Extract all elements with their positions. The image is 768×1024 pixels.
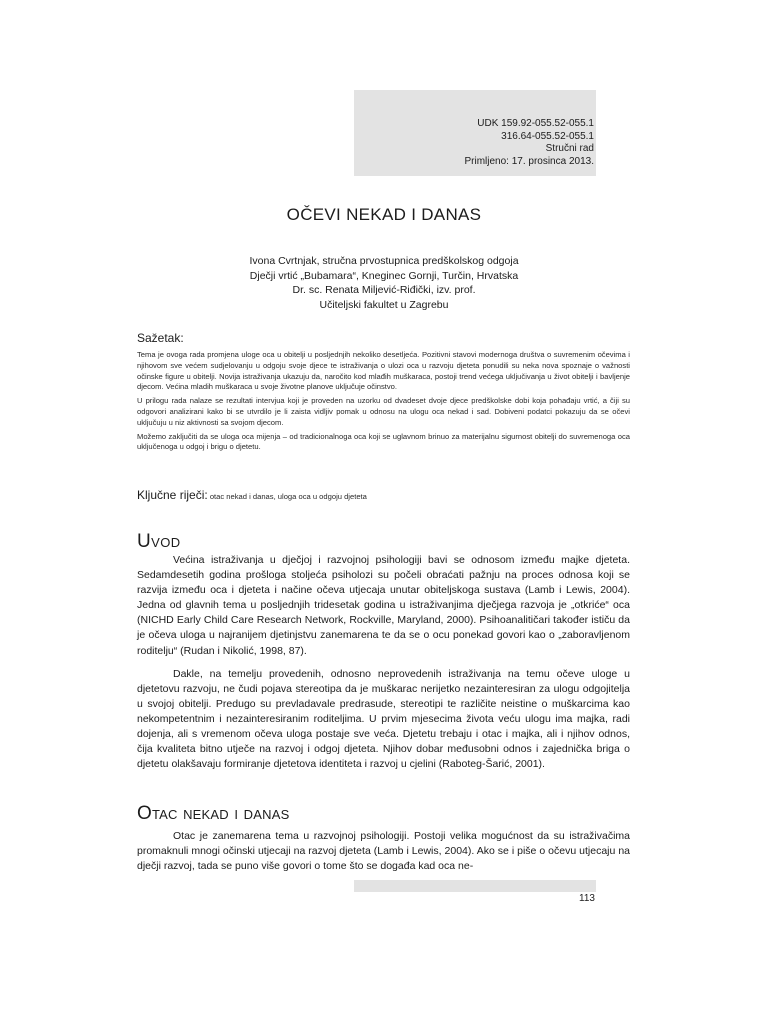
body-paragraph: Dakle, na temelju provedenih, odnosno neprovedenih istraživanja na temu očeve uloge u djetetovu razvoju, ne čudi pojava stereotipa da je muškarac nerijetko nezainteresiran za ulogu odgojitelja u svojoj obitelji. Predugo su prevladavale predrasude, stereotipi te različite neistine o muškarcima kao nekompetentnim i nezainteresiranim roditeljima. U prvim mjesecima života veću ulogu ima majka, radi dojenja, ali s vremenom očeva uloga postaje sve veća. Djetetu trebaju i otac i majka, ali i njihov odnos, čija kvaliteta bitno utječe na razvoj i odgoj djeteta. Njihov dobar međusobni odnos i zajednička briga o djetetu olakšavaju formiranje djetetova identiteta i razvoj u cjelini (Raboteg-Šarić, 2001). (137, 667, 630, 771)
abstract-paragraph: Tema je ovoga rada promjena uloge oca u obitelji u posljednjih nekoliko desetljeća. Pozitivni stavovi modernoga društva o suvremenim očevima i njihovom sve većem sudjelovanju u odgoju svoje djece te istraživanja o ulozi oca u razvoju djeteta ponudili su neka nova spoznaje o važnosti očinske figure u obitelji. Novija istraživanja ukazuju da, naročito kod mlađih muškaraca, postoji trend većega uključivanja u život obitelji i bavljenje djecom. Većina mladih muškaraca u svoje životne planove uključuje očinstvo. (137, 350, 630, 392)
page-number: 113 (579, 893, 595, 904)
author-block (0, 254, 768, 312)
body-paragraph: Većina istraživanja u dječjoj i razvojnoj psihologiji bavi se odnosom između majke djeteta. Sedamdesetih godina prošloga stoljeća psiholozi su počeli obraćati pažnju na proces odnosa koji se razvija između oca i djeteta i načine očeva utjecaja unutar obiteljskoga sustava (Lamb i Lewis, 2004). Jedna od glavnih tema u posljednjih tridesetak godina u istraživanjima dječjega razvoja je „otkriće“ oca (NICHD Early Child Care Research Network, Rockville, Maryland, 2000). Psihoanalitičari također ističu da je očeva uloga u najranijem djetinjstvu zanemarena te da se o ocu ponekad govori kao o „zaboravljenom roditelju“ (Rudan i Nikolić, 1998, 87). (137, 554, 630, 657)
keywords-label: Ključne riječi: (137, 488, 208, 502)
paper-title: OČEVI NEKAD I DANAS (286, 205, 482, 224)
affiliation-2: Učiteljski fakultet u Zagrebu (319, 298, 449, 311)
keywords-text: otac nekad i danas, uloga oca u odgoju djeteta (209, 492, 367, 501)
paper-type: Stručni rad (545, 143, 594, 154)
section-heading-uvod: Uvod (137, 531, 181, 552)
classification-metadata (464, 118, 594, 168)
received-date: Primljeno: 17. prosinca 2013. (464, 155, 594, 167)
section-heading-otac: Otac nekad i danas (137, 803, 290, 824)
keywords (137, 488, 367, 502)
author-1: Ivona Cvrtnjak, stručna prvostupnica predškolskog odgoja (249, 255, 519, 267)
abstract-heading: Sažetak: (137, 331, 184, 345)
affiliation-1: Dječji vrtić „Bubamara“, Kneginec Gornji, Turčin, Hrvatska (249, 269, 519, 282)
section-body-otac (137, 829, 630, 882)
abstract-body (137, 350, 630, 456)
abstract-paragraph: U prilogu rada nalaze se rezultati intervjua koji je proveden na uzorku od dvadeset dvoje djece predškolske dobi koja pohađaju vrtić, a čiji su odgovori analizirani kako bi se utvrdilo je li zaista vidljiv pomak u odnosu na ulogu oca nekad i sad. Dobiveni podatci pokazuju da se očevi uključuju u niz aktivnosti sa svojom djecom. (137, 396, 630, 427)
udk-code-1: UDK 159.92-055.52-055.1 (477, 118, 594, 129)
footer-bar (354, 880, 596, 892)
author-2: Dr. sc. Renata Miljević-Riđički, izv. prof. (292, 284, 476, 296)
udk-code-2: 316.64-055.52-055.1 (501, 130, 594, 142)
section-body-uvod (137, 553, 630, 780)
abstract-paragraph: Možemo zaključiti da se uloga oca mijenja – od tradicionalnoga oca koji se uglavnom brinuo za materijalnu sigurnost obitelji do suvremenoga oca uključenoga u odgoj i brigu o djetetu. (137, 431, 630, 452)
body-paragraph: Otac je zanemarena tema u razvojnoj psihologiji. Postoji velika mogućnost da su istraživačima promaknuli mnogi očinski utjecaji na razvoj djeteta (Lamb i Lewis, 2004). Ako se i piše o očevu utjecaju na dječji razvoj, tada se puno više govori o tome što se događa kad oca ne- (137, 830, 630, 873)
